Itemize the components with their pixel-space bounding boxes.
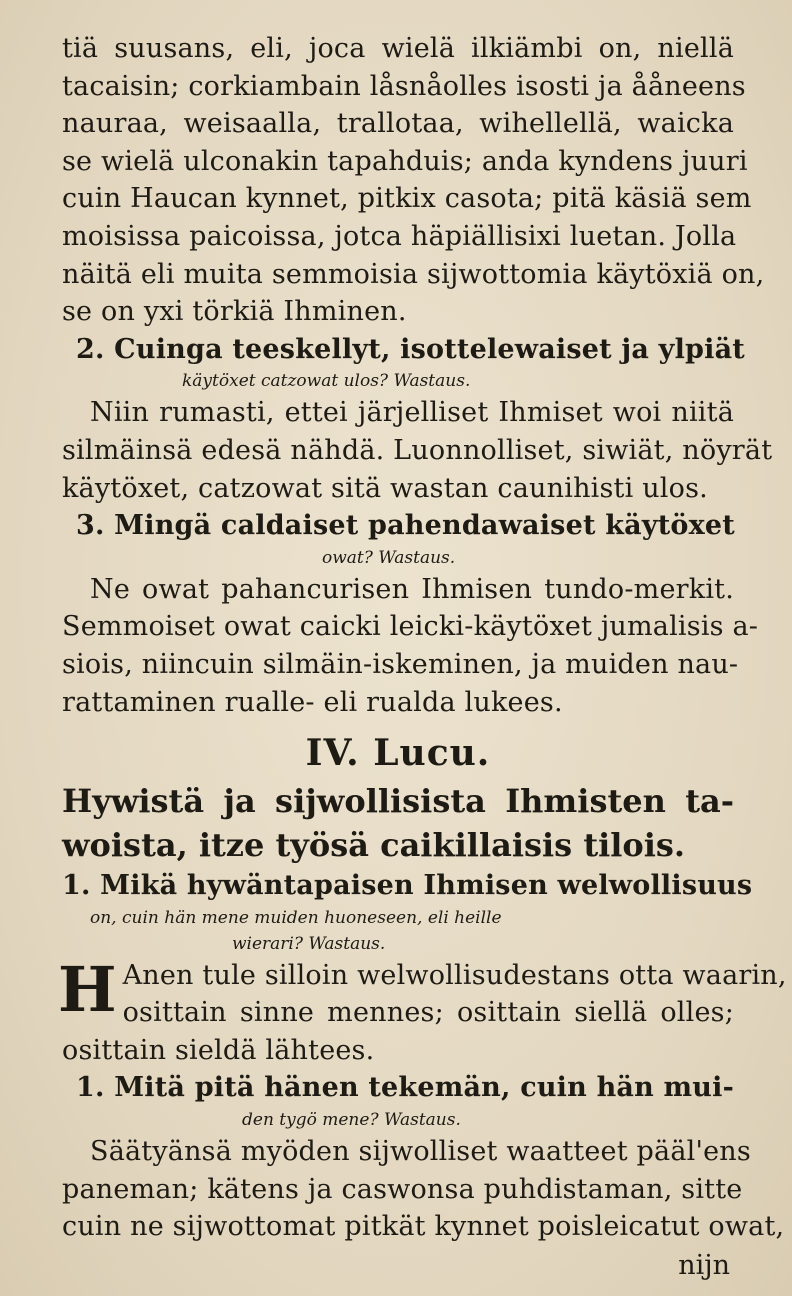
question-line: 1. Mitä pitä hänen tekemän, cuin hän mui- [76, 1072, 734, 1104]
answer-line: osittain sinne mennes; osittain siellä olles; [122, 997, 734, 1029]
text-line: moisissa paicoissa, jotca häpiällisixi luetan. Jolla [62, 220, 737, 252]
answer-line: Ne owat pahancurisen Ihmisen tundo-merkit. [90, 573, 734, 605]
answer-line: rattaminen rualle- eli rualda lukees. [62, 686, 563, 718]
text-line: tiä suusans, eli, joca wielä ilkiämbi on, niellä [62, 33, 734, 64]
answer-line: osittain sieldä lähtees. [62, 1034, 375, 1066]
answer-line: Säätyänsä myöden sijwolliset waatteet pääl'ens [90, 1136, 751, 1168]
drop-cap: H [58, 952, 117, 1026]
chapter-title-line: woista, itze työsä caikillaisis tilois. [62, 826, 686, 865]
question-line: 2. Cuinga teeskellyt, isottelewaiset ja ylpiät [76, 333, 745, 365]
answer-line: Niin rumasti, ettei järjelliset Ihmiset woi niitä [90, 397, 734, 429]
question-line: 1. Mikä hywäntapaisen Ihmisen welwollisuus [62, 870, 753, 902]
question-1b [62, 1069, 734, 1133]
answer-line: silmäinsä edesä nähdä. Luonnolliset, siwiät, nöyrät [62, 434, 773, 466]
text-block-top [62, 30, 765, 331]
answer-line: cuin ne sijwottomat pitkät kynnet poisleicatut owat, [62, 1211, 785, 1243]
chapter-heading: IV. Lucu. [305, 732, 491, 775]
question-line-sub: wierari? Wastaus. [232, 933, 386, 954]
chapter-title [62, 779, 734, 867]
question-3 [62, 507, 734, 571]
text-line: se wielä ulconakin tapahduis; anda kyndens juuri [62, 145, 748, 177]
question-line-sub: on, cuin hän mene muiden huoneseen, eli heille [90, 907, 502, 928]
question-1 [62, 867, 753, 957]
text-line: näitä eli muita semmoisia sijwottomia käytöxiä on, [62, 258, 765, 290]
catchword: nijn [678, 1249, 730, 1281]
text-line: nauraa, weisaalla, trallotaa, wihellellä, waicka [62, 108, 734, 140]
question-line-sub: owat? Wastaus. [322, 547, 456, 568]
answer-line: Anen tule silloin welwollisudestans otta waarin, [122, 959, 787, 991]
answer-1 [58, 952, 787, 1070]
answer-line: Semmoiset owat caicki leicki-käytöxet jumalisis a- [62, 611, 759, 643]
answer-2 [62, 394, 773, 507]
text-line: cuin Haucan kynnet, pitkix casota; pitä käsiä sem [62, 183, 752, 215]
chapter-title-line: Hywistä ja sijwollisista Ihmisten ta- [62, 782, 734, 821]
answer-line: paneman; kätens ja caswonsa puhdistaman, sitte [62, 1173, 743, 1205]
answer-line: siois, niincuin silmäin-iskeminen, ja muiden nau- [62, 648, 739, 680]
text-line: se on yxi törkiä Ihminen. [62, 296, 407, 328]
text-line: tacaisin; corkiambain låsnåolles isosti ja ååneens [62, 70, 746, 102]
question-line-sub: käytöxet catzowat ulos? Wastaus. [182, 371, 471, 392]
answer-1b [62, 1133, 785, 1246]
question-2 [62, 331, 745, 395]
answer-line: käytöxet, catzowat sitä wastan caunihisti ulos. [62, 472, 708, 504]
question-line: 3. Mingä caldaiset pahendawaiset käytöxet [76, 510, 735, 542]
question-line-sub: den tygö mene? Wastaus. [242, 1110, 461, 1131]
answer-3 [62, 571, 759, 721]
